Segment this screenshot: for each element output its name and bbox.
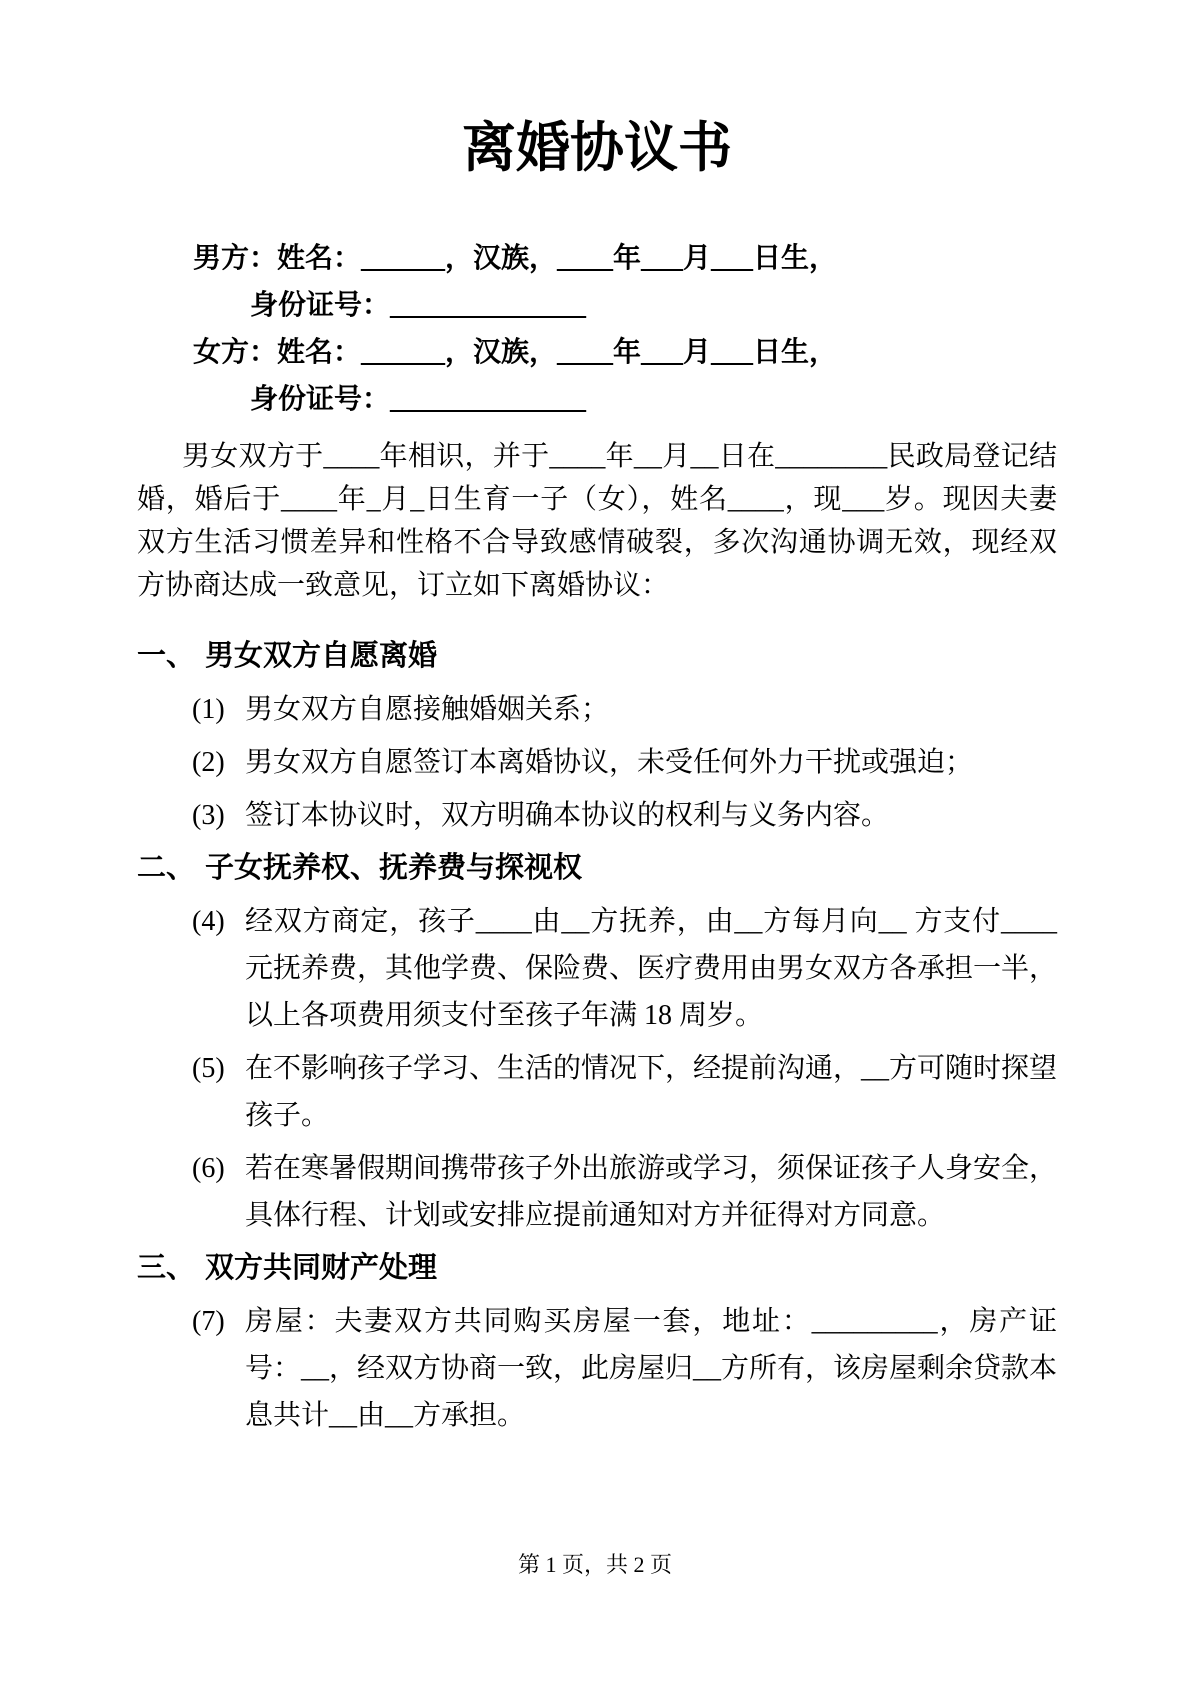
- party-info-block: [137, 235, 1057, 423]
- clause-item: [137, 1045, 1057, 1139]
- section-heading: [137, 1245, 1057, 1292]
- clause-item: [137, 898, 1057, 1039]
- clause-text: 房屋：夫妻双方共同购买房屋一套，地址：_________，房产证号：__，经双方协商一致，此房屋归__方所有，该房屋剩余贷款本息共计__由__方承担。: [245, 1305, 1058, 1431]
- section-number: 三、: [137, 1251, 196, 1284]
- clause-number: (3): [192, 799, 225, 831]
- clause-text: 签订本协议时，双方明确本协议的权利与义务内容。: [245, 799, 890, 831]
- clause-item: [137, 686, 1057, 733]
- section-title: 子女抚养权、抚养费与探视权: [205, 851, 583, 884]
- section-joint-property: [137, 1245, 1057, 1439]
- clause-text: 若在寒暑假期间携带孩子外出旅游或学习，须保证孩子人身安全，具体行程、计划或安排应提前通知对方并征得对方同意。: [245, 1152, 1058, 1231]
- clause-number: (7): [192, 1305, 225, 1337]
- intro-paragraph: 男女双方于____年相识，并于____年__月__日在________民政局登记结婚，婚后于____年_月_日生育一子（女），姓名____，现___岁。现因夫妻双方生活习惯差异和性格不合导致感情破裂，多次沟通协调无效，现经双方协商达成一致意见，订立如下离婚协议：: [137, 440, 1057, 601]
- clause-item: [137, 1145, 1057, 1239]
- section-title: 男女双方自愿离婚: [205, 639, 438, 672]
- section-voluntary-divorce: [137, 633, 1057, 839]
- clause-text: 在不影响孩子学习、生活的情况下，经提前沟通，__方可随时探望孩子。: [245, 1052, 1058, 1131]
- clause-text: 男女双方自愿接触婚姻关系；: [245, 693, 610, 725]
- section-child-custody: [137, 845, 1057, 1239]
- party-male-id-number-line: 身份证号：______________: [250, 289, 587, 321]
- section-number: 二、: [137, 851, 196, 884]
- clause-number: (6): [192, 1152, 225, 1184]
- party-female-id-number-line: 身份证号：______________: [250, 383, 587, 415]
- page-number-footer: 第 1 页，共 2 页: [517, 1552, 672, 1577]
- party-female-identity-line: 女方：姓名：______，汉族，____年___月___日生，: [193, 336, 838, 368]
- clause-item: [137, 792, 1057, 839]
- clause-number: (2): [192, 746, 225, 778]
- section-number: 一、: [137, 639, 196, 672]
- clause-item: [137, 1298, 1057, 1439]
- clause-number: (4): [192, 905, 225, 937]
- section-title: 双方共同财产处理: [205, 1251, 438, 1284]
- document-title: 离婚协议书: [462, 118, 732, 178]
- clause-number: (5): [192, 1052, 225, 1084]
- clause-text: 男女双方自愿签订本离婚协议，未受任何外力干扰或强迫；: [245, 746, 974, 778]
- section-heading: [137, 845, 1057, 892]
- clause-item: [137, 739, 1057, 786]
- section-heading: [137, 633, 1057, 680]
- clause-text: 经双方商定，孩子____由__方抚养，由__方每月向__ 方支付____元抚养费，其他学费、保险费、医疗费用由男女双方各承担一半，以上各项费用须支付至孩子年满 18 周岁。: [245, 905, 1058, 1031]
- clause-number: (1): [192, 693, 225, 725]
- party-male-identity-line: 男方：姓名：______，汉族，____年___月___日生，: [193, 242, 838, 274]
